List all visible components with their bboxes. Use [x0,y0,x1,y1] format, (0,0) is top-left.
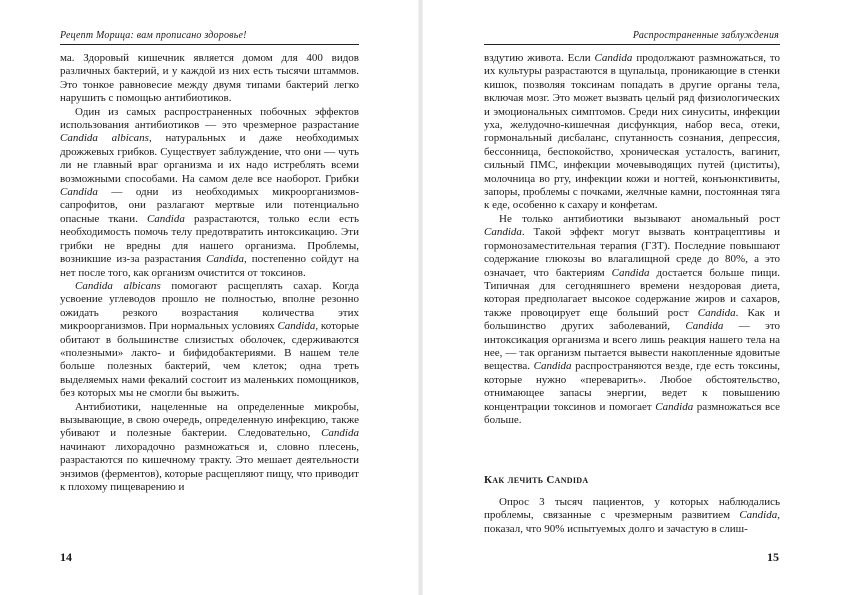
right-page [421,0,842,595]
section-body [484,496,780,536]
paragraph: вздутию живота. Если Candida продолжают размножаться, то их культуры разрастаются в щупальца, проникающие в стенки кишок, позволяя токсинам попадать в другие органы тела, включая мозг. Это может вызвать целый ряд физиологических и эмоциональных симптомов. Среди них синуситы, инфекции уха, желудочно-кишечная дисфункция, набор веса, отеки, гормональный дисбаланс, спутанность сознания, депрессия, бессонница, беспокойство, хроническая усталость, вагинит, сильный ПМС, инфекции мочевыводящих путей (циститы), молочница во рту, инфекции кожи и ногтей, конъюнктивиты, запоры, проблемы с почками, желчные камни, постоянная тяга к еде, особенно к сахару и конфетам. [484,52,780,212]
paragraph: Один из самых распространенных побочных эффектов использования антибиотиков — это чрезмерное разрастание Candida albicans, натуральных и даже необходимых дрожжевых грибков. Существует заблуждение, что они — чуть ли не главный враг организма и их надо истреблять всеми возможными способами. На самом деле все наоборот. Грибки Candida — одни из необходимых микроорганизмов-сапрофитов, они разлагают мертвые или потенциально опасные ткани. Candida разрастаются, только если есть необходимость помочь телу предотвратить интоксикацию. Эти грибки не вредны для нашего организма. Проблемы, возникшие из-за разрастания Candida, постепенно сойдут на нет после того, как организм очистится от токсинов. [60,105,360,279]
paragraph: ма. Здоровый кишечник является домом для 400 видов различных бактерий, и у каждой из них есть тысячи штаммов. Это тонкое равновесие между двумя типами бактерий легко нарушить с помощью антибиотиков. [60,52,359,105]
header-rule-right [484,44,780,45]
section-heading: Как лечить Candida [484,474,589,486]
page-number-left: 14 [60,550,72,564]
paragraph: Антибиотики, нацеленные на определенные микробы, вызывающие, в свою очередь, определенную инфекцию, также убивают и полезные бактерии. Следовательно, Candida начинают лихорадочно размножаться и, словно плесень, разрастаются по кишечному тракту. Это мешает деятельности энзимов (ферментов), которые расщепляют пищу, что приводит к плохому пищеварению и [60,400,359,493]
running-header-right: Распространенные заблуждения [632,30,779,41]
right-page-body [484,52,780,427]
running-header-left: Рецепт Морица: вам прописано здоровье! [60,30,247,41]
page-number-right: 15 [767,550,779,564]
header-rule-left [60,44,359,45]
paragraph: Candida albicans помогают расщеплять сахар. Когда усвоение углеводов прошло не полностью, вполне резонно ожидать резкого возрастания количества этих микроорганизмов. При нормальных условиях Candida, которые обитают в большинстве слизистых оболочек, сдерживаются «полезными» лакто- и бифидобактериями. В нашем теле больше полезных бактерий, чем клеток; одна треть выделяемых нами фекалий состоит из маленьких помощников, без которых мы не смогли бы выжить. [60,279,360,400]
paragraph: Опрос 3 тысяч пациентов, у которых наблюдались проблемы, связанные с чрезмерным развитием Candida, показал, что 90% испытуемых долго и зачастую в слиш- [484,496,780,535]
left-page-body [60,52,359,494]
paragraph: Не только антибиотики вызывают аномальный рост Candida. Такой эффект могут вызвать контрацептивы и гормонозаместительная терапия (ГЗТ). Последние повышают содержание глюкозы во влагалищной среде до 80%, а это означает, что бактериям Candida достается больше пищи. Типичная для сегодняшнего времени нездоровая диета, которая предполагает высокое содержание жиров и сахаров, также провоцирует еще больший рост Candida. Как и большинство других заболеваний, Candida — это интоксикация организма и всего лишь реакция нашего тела на нее, — так организм пытается вывести накопленные ядовитые вещества. Candida распространяются везде, где есть токсины, которые нужно «переварить». Любое обстоятельство, отнимающее запасы энергии, ведет к повышению концентрации токсинов и помогает Candida размножаться все больше. [484,212,780,426]
